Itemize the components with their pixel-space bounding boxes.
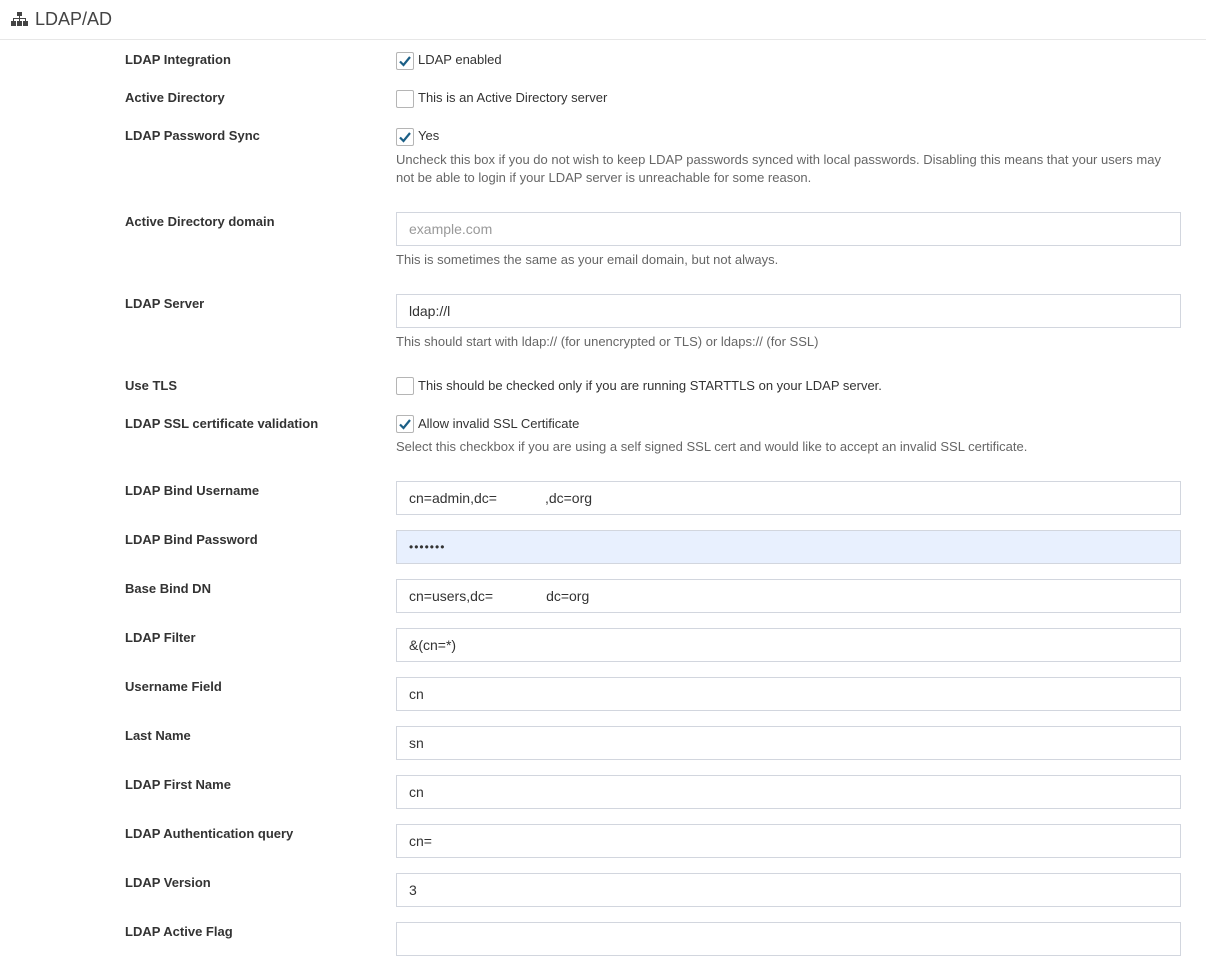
active-flag-input[interactable] [396,922,1181,956]
ssl-validation-text: Allow invalid SSL Certificate [418,416,580,431]
ad-domain-help: This is sometimes the same as your email domain, but not always. [396,252,779,267]
username-field-label: Username Field [125,679,222,694]
bind-password-input[interactable]: ••••••• [396,530,1181,564]
first-name-label: LDAP First Name [125,777,231,792]
checkmark-icon [398,417,412,431]
username-field-input[interactable]: cn [396,677,1181,711]
auth-query-label: LDAP Authentication query [125,826,294,841]
password-sync-label: LDAP Password Sync [125,128,260,143]
page-header [0,0,1206,40]
bind-username-value-start: cn=admin,dc= [409,490,497,506]
ssl-validation-label: LDAP SSL certificate validation [125,416,319,431]
ldap-filter-label: LDAP Filter [125,630,196,645]
base-dn-value-start: cn=users,dc= [409,588,494,604]
first-name-input[interactable]: cn [396,775,1181,809]
use-tls-text: This should be checked only if you are running STARTTLS on your LDAP server. [418,378,882,393]
ldap-enabled-checkbox[interactable] [396,52,414,70]
ad-domain-input[interactable]: example.com [396,212,1181,246]
active-directory-checkbox[interactable] [396,90,414,108]
ssl-validation-checkbox[interactable] [396,415,414,433]
use-tls-label: Use TLS [125,378,178,393]
last-name-label: Last Name [125,728,191,743]
active-directory-text: This is an Active Directory server [418,90,608,105]
ldap-enabled-text: LDAP enabled [418,52,502,67]
bind-username-input[interactable] [396,481,1181,515]
last-name-input[interactable]: sn [396,726,1181,760]
password-sync-checkbox[interactable] [396,128,414,146]
ldap-version-input[interactable]: 3 [396,873,1181,907]
ldap-integration-label: LDAP Integration [125,52,231,67]
base-dn-input[interactable] [396,579,1181,613]
password-sync-text: Yes [418,128,440,143]
ldap-version-label: LDAP Version [125,875,211,890]
ldap-server-label: LDAP Server [125,296,205,311]
sitemap-icon [11,12,28,26]
password-sync-help: Uncheck this box if you do not wish to keep LDAP passwords synced with local passwords. Disabling this means that your users may not be able to login if your LDAP server is unreachable for some reason. [396,152,1161,185]
bind-username-label: LDAP Bind Username [125,483,260,498]
ldap-filter-input[interactable]: &(cn=*) [396,628,1181,662]
bind-username-value-end: ,dc=org [544,490,593,506]
ssl-validation-help: Select this checkbox if you are using a self signed SSL cert and would like to accept an invalid SSL certificate. [396,439,1028,454]
bind-password-label: LDAP Bind Password [125,532,258,547]
checkmark-icon [398,54,412,68]
active-directory-label: Active Directory [125,90,225,105]
base-dn-value-end: dc=org [546,588,590,604]
checkmark-icon [398,130,412,144]
use-tls-checkbox[interactable] [396,377,414,395]
ldap-server-input[interactable]: ldap://l [396,294,1181,328]
base-dn-label: Base Bind DN [125,581,211,596]
active-flag-label: LDAP Active Flag [125,924,233,939]
ldap-server-help: This should start with ldap:// (for unencrypted or TLS) or ldaps:// (for SSL) [396,334,819,349]
auth-query-input[interactable]: cn= [396,824,1181,858]
ad-domain-label: Active Directory domain [125,214,275,229]
page-title: LDAP/AD [35,9,113,29]
